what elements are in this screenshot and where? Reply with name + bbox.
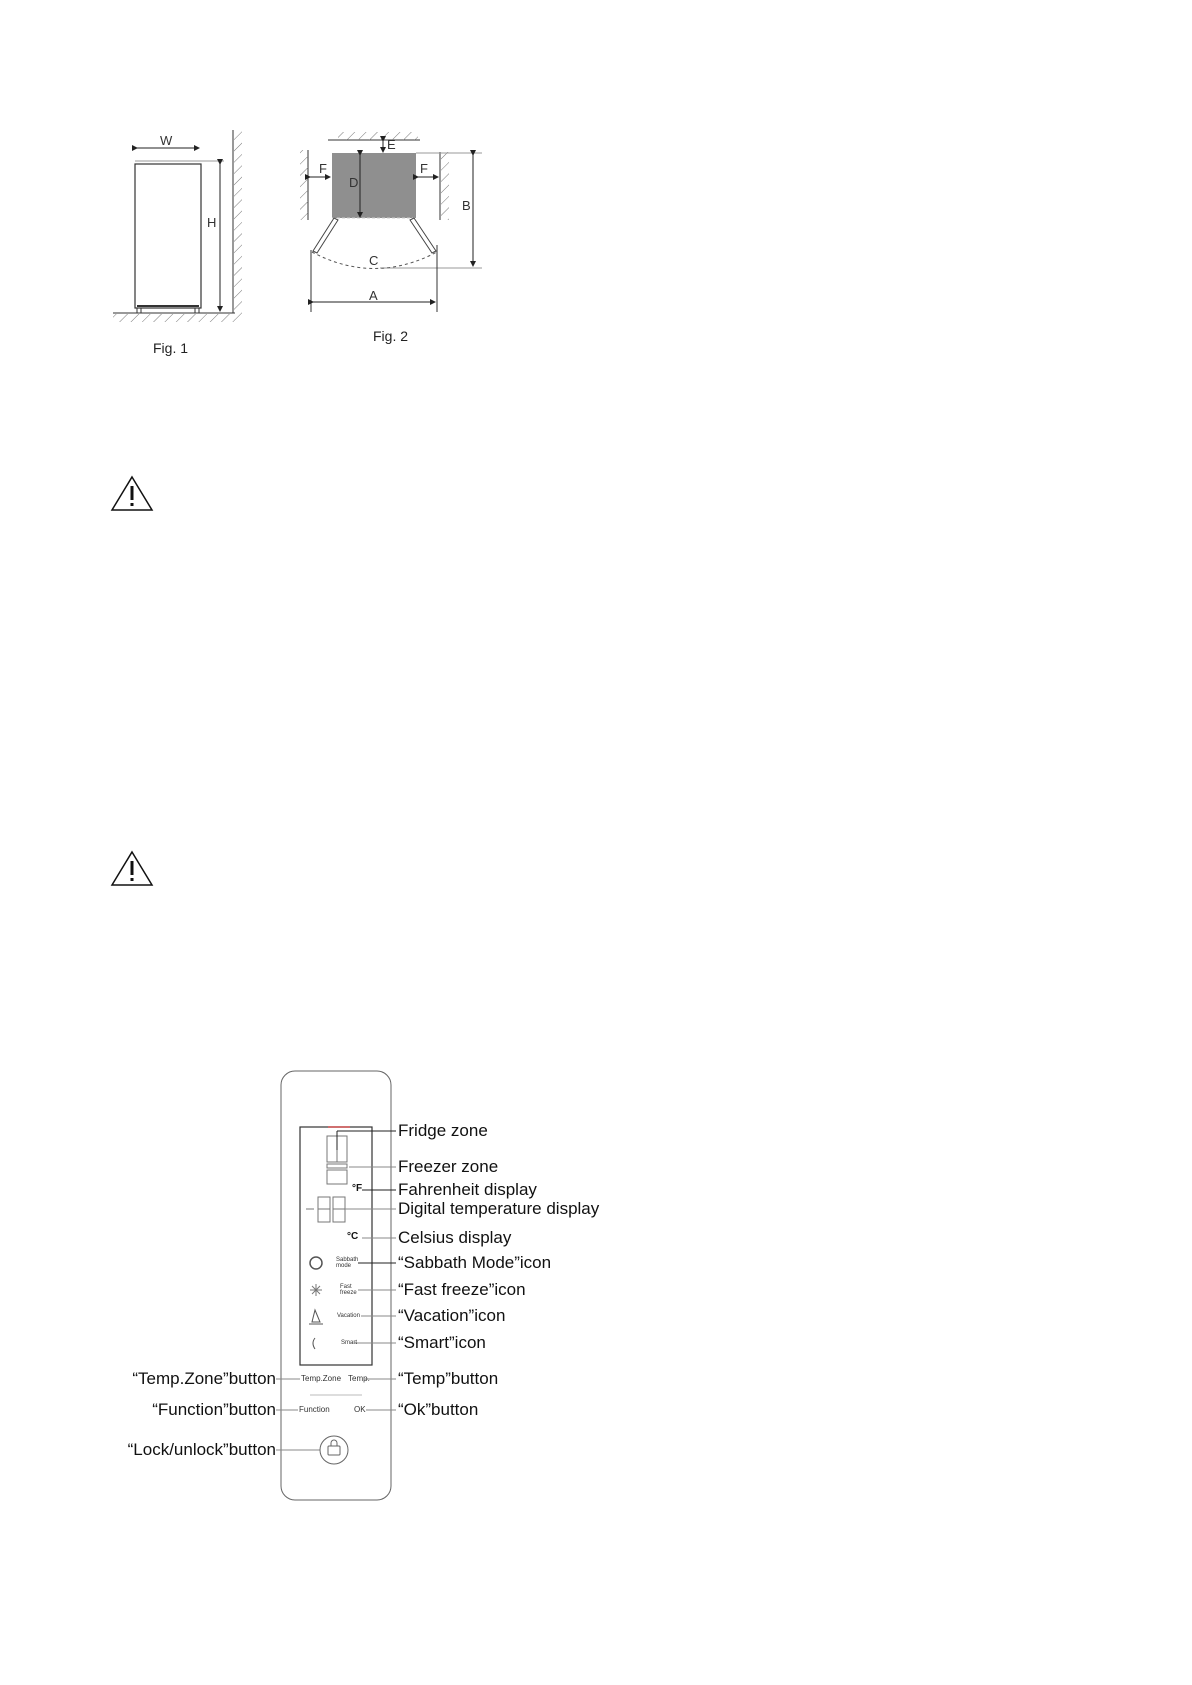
dim-b: B [462, 198, 471, 213]
celsius-indicator: °C [347, 1231, 359, 1242]
dim-d: D [349, 175, 359, 190]
dim-h: H [207, 215, 217, 230]
callout-temp-zone-button: “Temp.Zone”button [132, 1369, 276, 1388]
temp-zone-button[interactable]: Temp.Zone [301, 1374, 342, 1383]
callout-freezer-zone: Freezer zone [398, 1157, 499, 1176]
fahrenheit-indicator: °F [352, 1183, 363, 1194]
vacation-label: Vacation [337, 1313, 360, 1319]
fast-freeze-label: Fast freeze [340, 1284, 357, 1296]
lock-unlock-button[interactable] [320, 1436, 348, 1464]
callout-sabbath: “Sabbath Mode”icon [398, 1253, 552, 1272]
figure-2-drawing [300, 132, 482, 312]
figure-1-drawing [113, 130, 242, 322]
dim-w: W [160, 133, 173, 148]
callout-ok-button: “Ok”button [398, 1400, 479, 1419]
figure-1-caption: Fig. 1 [153, 340, 189, 356]
callout-fahrenheit: Fahrenheit display [398, 1180, 537, 1199]
warning-triangle-icon [112, 852, 152, 885]
smart-label: Smart [341, 1340, 358, 1346]
dim-e: E [387, 137, 396, 152]
dim-a: A [369, 288, 378, 303]
figure-2-caption: Fig. 2 [373, 328, 409, 344]
callout-lock-button: “Lock/unlock”button [127, 1440, 276, 1459]
callout-fast-freeze: “Fast freeze”icon [398, 1280, 526, 1299]
callout-fridge-zone: Fridge zone [398, 1121, 488, 1140]
ok-button[interactable]: OK [354, 1405, 366, 1414]
callout-smart: “Smart”icon [398, 1333, 486, 1352]
dim-c: C [369, 253, 379, 268]
temp-button[interactable]: Temp. [348, 1374, 370, 1383]
callout-digital: Digital temperature display [398, 1199, 600, 1218]
sabbath-label: Sabbath mode [336, 1257, 359, 1269]
callout-celsius: Celsius display [398, 1228, 512, 1247]
callout-function-button: “Function”button [152, 1400, 276, 1419]
dim-f-right: F [420, 161, 428, 176]
callout-vacation: “Vacation”icon [398, 1306, 506, 1325]
dim-f-left: F [319, 161, 327, 176]
function-button[interactable]: Function [299, 1405, 330, 1414]
warning-triangle-icon [112, 477, 152, 510]
callout-temp-button: “Temp”button [398, 1369, 499, 1388]
